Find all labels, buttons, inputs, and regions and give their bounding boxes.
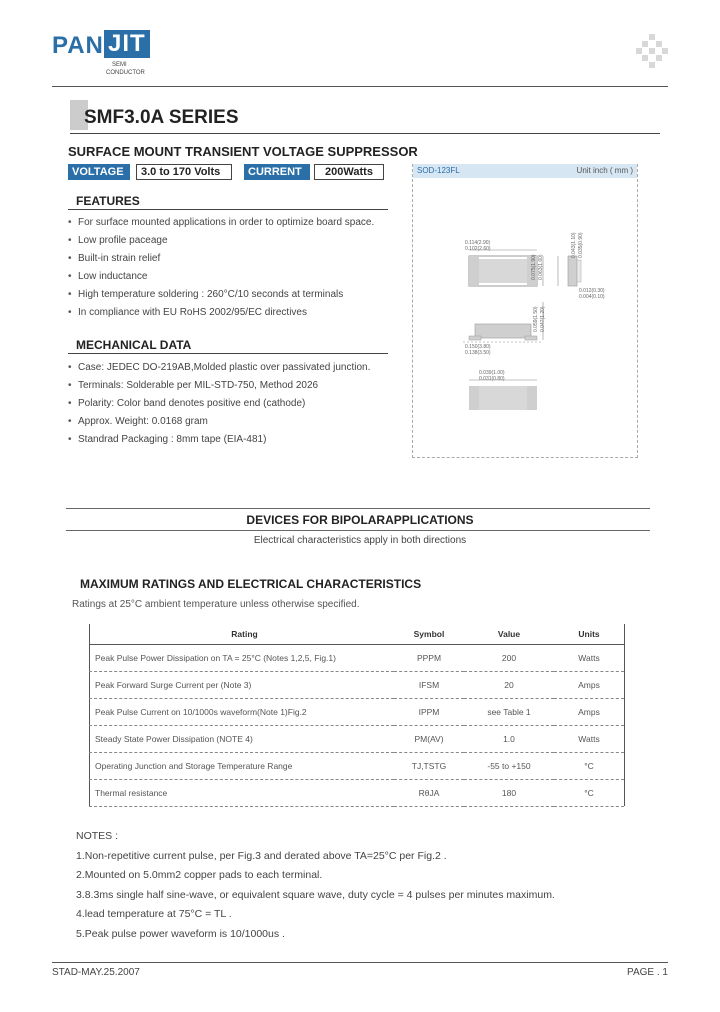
list-item: • Built-in strain relief — [68, 250, 374, 268]
table-row — [89, 779, 624, 806]
cell-symbol: PPPM — [394, 644, 464, 671]
cell-rating: Thermal resistance — [89, 779, 394, 806]
table-header-row — [89, 624, 624, 644]
cell-value: 20 — [464, 671, 554, 698]
dim-label: 0.114(2.90) — [465, 240, 491, 246]
dim-label: 0.004(0.10) — [579, 294, 605, 300]
logo-conductor: CONDUCTOR — [106, 70, 145, 76]
footer-page: PAGE . 1 — [627, 967, 668, 978]
note-item: 2.Mounted on 5.0mm2 copper pads to each terminal. — [76, 869, 323, 881]
features-title: FEATURES — [76, 194, 140, 208]
package-outline-box — [412, 164, 638, 458]
list-item: • Terminals: Solderable per MIL-STD-750, Method 2026 — [68, 377, 370, 395]
table-row — [89, 752, 624, 779]
series-divider — [70, 133, 660, 134]
bipolar-title: DEVICES FOR BIPOLARAPPLICATIONS — [246, 513, 474, 527]
cell-value: 200 — [464, 644, 554, 671]
dim-label: 0.102(2.60) — [465, 246, 491, 252]
brand-logo — [52, 30, 172, 78]
voltage-value: 3.0 to 170 Volts — [136, 164, 232, 180]
decorative-squares-icon — [636, 34, 668, 68]
ratings-note: Ratings at 25°C ambient temperature unless otherwise specified. — [72, 599, 360, 610]
package-name: SOD-123FL — [417, 166, 460, 175]
table-row — [89, 698, 624, 725]
list-item: • For surface mounted applications in order to optimize board space. — [68, 214, 374, 232]
series-title: SMF3.0A SERIES — [84, 107, 239, 128]
cell-units: °C — [554, 752, 624, 779]
dim-label: 0.043(1.10) — [571, 232, 577, 258]
table-right-border — [624, 624, 625, 806]
cell-symbol: PM(AV) — [394, 725, 464, 752]
table-row — [89, 725, 624, 752]
dim-label: 0.138(3.50) — [465, 350, 491, 356]
note-item: 5.Peak pulse power waveform is 10/1000us . — [76, 927, 285, 940]
cell-symbol: RθJA — [394, 779, 464, 806]
col-units: Units — [554, 624, 624, 644]
list-item: • Case: JEDEC DO-219AB,Molded plastic over passivated junction. — [68, 359, 370, 377]
dim-label: 0.031(0.80) — [479, 376, 505, 382]
product-subtitle: SURFACE MOUNT TRANSIENT VOLTAGE SUPPRESSOR — [68, 144, 418, 159]
list-item: • Low profile paceage — [68, 232, 374, 250]
list-item: • Standrad Packaging : 8mm tape (EIA-481) — [68, 431, 370, 449]
cell-symbol: IFSM — [394, 671, 464, 698]
ratings-title: MAXIMUM RATINGS AND ELECTRICAL CHARACTERISTICS — [80, 577, 422, 591]
cell-rating: Peak Pulse Current on 10/1000s waveform(Note 1)Fig.2 — [89, 698, 394, 725]
col-rating: Rating — [89, 624, 394, 644]
cell-units: Watts — [554, 644, 624, 671]
dim-label: 0.075(1.90) — [531, 254, 537, 280]
notes-title: NOTES : — [76, 830, 119, 842]
features-list — [68, 214, 374, 322]
table-row — [89, 644, 624, 671]
cell-value: 1.0 — [464, 725, 554, 752]
cell-units: °C — [554, 779, 624, 806]
list-item: • Low inductance — [68, 268, 374, 286]
cell-units: Amps — [554, 698, 624, 725]
cell-rating: Steady State Power Dissipation (NOTE 4) — [89, 725, 394, 752]
cell-value: 180 — [464, 779, 554, 806]
list-item: • Approx. Weight: 0.0168 gram — [68, 413, 370, 431]
logo-pan: PAN — [52, 32, 104, 59]
cell-rating: Operating Junction and Storage Temperature Range — [89, 752, 394, 779]
logo-semi: SEMI — [112, 62, 127, 68]
col-symbol: Symbol — [394, 624, 464, 644]
bipolar-top-rule — [66, 508, 650, 509]
package-drawing — [413, 164, 639, 458]
package-units: Unit inch ( mm ) — [576, 166, 633, 175]
cell-units: Watts — [554, 725, 624, 752]
current-label: CURRENT — [244, 164, 310, 180]
note-item: 3.8.3ms single half sine-wave, or equivalent square wave, duty cycle = 4 pulses per minutes maximum. — [76, 888, 555, 901]
dim-label: 0.035(0.90) — [578, 232, 584, 258]
list-item: • In compliance with EU RoHS 2002/95/EC directives — [68, 304, 374, 322]
dim-label: 0.047(1.20) — [540, 306, 546, 332]
col-value: Value — [464, 624, 554, 644]
note-item: 1.Non-repetitive current pulse, per Fig.3 and derated above TA=25°C per Fig.2 . — [76, 849, 447, 862]
features-divider — [68, 209, 388, 210]
list-item: • High temperature soldering : 260°C/10 seconds at terminals — [68, 286, 374, 304]
cell-symbol: TJ,TSTG — [394, 752, 464, 779]
dim-label: 0.063(1.60) — [538, 254, 544, 280]
cell-units: Amps — [554, 671, 624, 698]
list-item: • Polarity: Color band denotes positive end (cathode) — [68, 395, 370, 413]
mechanical-divider — [68, 353, 388, 354]
bipolar-subtitle: Electrical characteristics apply in both directions — [253, 535, 467, 546]
cell-value: -55 to +150 — [464, 752, 554, 779]
footer-date: STAD-MAY.25.2007 — [52, 967, 140, 978]
cell-rating: Peak Pulse Power Dissipation on TA = 25°C (Notes 1,2,5, Fig.1) — [89, 644, 394, 671]
dim-label: 0.150(3.80) — [465, 344, 491, 350]
dim-label: 0.039(1.00) — [479, 370, 505, 376]
cell-rating: Peak Forward Surge Current per (Note 3) — [89, 671, 394, 698]
note-item: 4.lead temperature at 75°C = TL . — [76, 908, 232, 920]
current-value: 200Watts — [314, 164, 384, 180]
dim-label: 0.012(0.30) — [579, 288, 605, 294]
cell-value: see Table 1 — [464, 698, 554, 725]
table-row — [89, 671, 624, 698]
cell-symbol: IPPM — [394, 698, 464, 725]
mechanical-list — [68, 359, 370, 449]
notes-section — [76, 830, 555, 947]
ratings-table — [89, 624, 624, 807]
footer-divider — [52, 962, 668, 963]
voltage-label: VOLTAGE — [68, 164, 130, 180]
logo-jit: JIT — [104, 30, 150, 58]
dim-label: 0.059(1.50) — [533, 306, 539, 332]
mechanical-title: MECHANICAL DATA — [76, 338, 192, 352]
bipolar-bottom-rule — [66, 530, 650, 531]
header-divider — [52, 86, 668, 87]
